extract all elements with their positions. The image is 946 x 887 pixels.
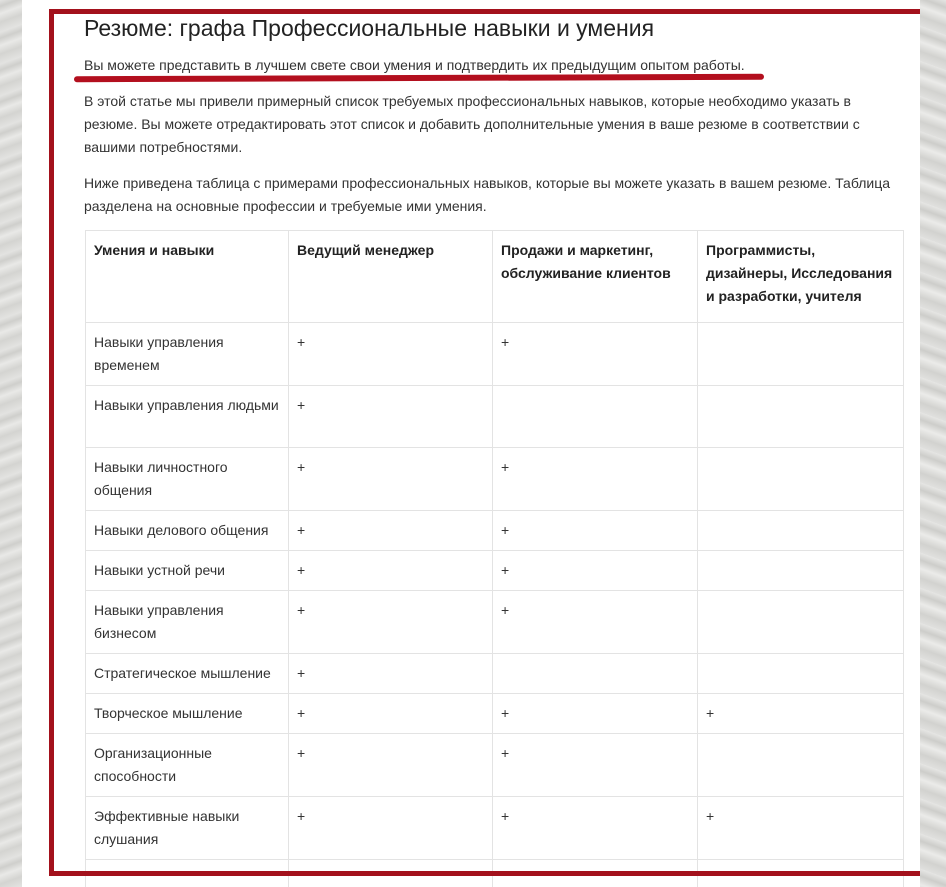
header-skills: Умения и навыки: [86, 231, 289, 323]
mark-cell: +: [493, 591, 698, 654]
header-programmers: Программисты, дизайнеры, Исследования и разработки, учителя: [698, 231, 904, 323]
mark-cell: [289, 860, 493, 887]
mark-cell: +: [289, 694, 493, 734]
skill-cell: Навыки устной речи: [86, 551, 289, 591]
background-texture-right: [920, 0, 946, 887]
table-row: [86, 591, 904, 654]
mark-cell: +: [289, 448, 493, 511]
highlighted-sentence: Вы можете представить в лучшем свете свои умения и подтвердить их предыдущим опытом работы.: [84, 57, 745, 73]
mark-cell: [698, 860, 904, 887]
table-row: [86, 654, 904, 694]
skill-cell: Навыки управления бизнесом: [86, 591, 289, 654]
table-row: [86, 448, 904, 511]
mark-cell: [698, 551, 904, 591]
mark-cell: [493, 386, 698, 448]
header-sales: Продажи и маркетинг, обслуживание клиентов: [493, 231, 698, 323]
article-title: Резюме: графа Профессиональные навыки и умения: [84, 15, 655, 41]
mark-cell: +: [493, 797, 698, 860]
table-row: [86, 323, 904, 386]
mark-cell: +: [289, 797, 493, 860]
mark-cell: +: [289, 654, 493, 694]
mark-cell: [698, 591, 904, 654]
mark-cell: [698, 448, 904, 511]
mark-cell: +: [493, 694, 698, 734]
skill-cell: Навыки личностного общения: [86, 448, 289, 511]
intro-paragraph: В этой статье мы привели примерный список требуемых профессиональных навыков, которые необходимо указать в резюме. Вы можете отредактировать этот список и добавить дополнительные умения в ваше резюме в соответствии с вашими потребностями.: [84, 93, 860, 155]
skill-cell: Навыки управления людьми: [86, 386, 289, 448]
table-description-paragraph: Ниже приведена таблица с примерами профессиональных навыков, которые вы можете указать в вашем резюме. Таблица разделена на основные профессии и требуемые ими умения.: [84, 175, 890, 214]
mark-cell: +: [493, 323, 698, 386]
table-row: [86, 734, 904, 797]
mark-cell: +: [289, 386, 493, 448]
mark-cell: +: [698, 797, 904, 860]
table-row: [86, 860, 904, 887]
header-manager: Ведущий менеджер: [289, 231, 493, 323]
mark-cell: +: [493, 448, 698, 511]
table-row: [86, 386, 904, 448]
mark-cell: [698, 734, 904, 797]
skills-table: [85, 230, 904, 887]
table-row: [86, 694, 904, 734]
mark-cell: +: [493, 734, 698, 797]
mark-cell: [493, 654, 698, 694]
skill-cell: Стратегическое мышление: [86, 654, 289, 694]
background-texture-left: [0, 0, 22, 887]
mark-cell: +: [289, 323, 493, 386]
mark-cell: [698, 386, 904, 448]
skill-cell: Навыки управления временем: [86, 323, 289, 386]
skill-cell: Навыки делового общения: [86, 511, 289, 551]
table-row: [86, 511, 904, 551]
mark-cell: [698, 654, 904, 694]
mark-cell: [493, 860, 698, 887]
skill-cell: Эффективные навыки слушания: [86, 797, 289, 860]
mark-cell: +: [289, 511, 493, 551]
table-header-row: [86, 231, 904, 323]
article-page: [22, 0, 920, 887]
skill-cell: [86, 860, 289, 887]
skill-cell: Творческое мышление: [86, 694, 289, 734]
mark-cell: +: [289, 551, 493, 591]
table-row: [86, 551, 904, 591]
mark-cell: [698, 511, 904, 551]
mark-cell: [698, 323, 904, 386]
mark-cell: +: [289, 591, 493, 654]
mark-cell: +: [289, 734, 493, 797]
mark-cell: +: [493, 551, 698, 591]
mark-cell: +: [493, 511, 698, 551]
table-row: [86, 797, 904, 860]
mark-cell: +: [698, 694, 904, 734]
skill-cell: Организационные способности: [86, 734, 289, 797]
red-underline-annotation: [74, 74, 764, 82]
